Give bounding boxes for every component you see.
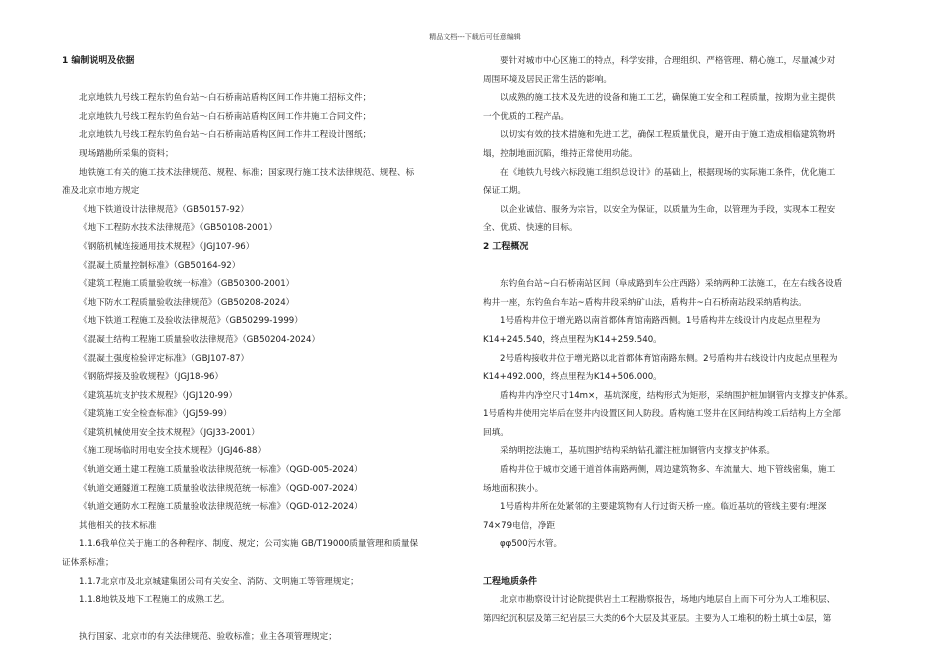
item-1-1-8: 1.1.8地铁及地下工程施工的成熟工艺。 bbox=[79, 595, 230, 606]
paragraph-line: 第四纪沉积层及第三纪岩层三大类的6个大层及其亚层。主要为人工堆积的粉土填土①层，第 bbox=[483, 613, 832, 624]
section-heading-1: 1 编制说明及依据 bbox=[62, 56, 135, 66]
left-column bbox=[62, 52, 424, 647]
item-1-1-7: 1.1.7北京市及北京城建集团公司有关安全、消防、文明施工等管理规定； bbox=[79, 576, 359, 587]
paragraph-line: 要针对城市中心区施工的特点，科学安排，合理组织、严格管理、精心施工，尽量减少对 bbox=[500, 56, 836, 66]
paragraph-line: 盾构井位于城市交通干道首体南路两侧，周边建筑物多、车流量大、地下管线密集，施工 bbox=[500, 465, 836, 476]
basis-item: 北京地铁九号线工程东钓鱼台站～白石桥南站盾构区间工作井施工合同文件； bbox=[79, 111, 372, 122]
paragraph-line: 在《地铁九号线六标段施工组织总设计》的基础上，根据现场的实际施工条件，优化施工 bbox=[500, 167, 836, 178]
spacer bbox=[62, 71, 424, 90]
spacer bbox=[62, 610, 424, 629]
standard-item: 《轨道交通隧道工程施工质量验收法律规范统一标准》（QGD-007-2024） bbox=[79, 483, 363, 494]
paragraph-line: 盾构井内净空尺寸14m×，基坑深度，结构形式为矩形，采纳围护桩加钢管内支撑支护体系。 bbox=[500, 390, 854, 401]
execute-line: 执行国家、北京市的有关法律规范、验收标准；业主各项管理规定； bbox=[79, 632, 337, 643]
paragraph-line: 以企业诚信、服务为宗旨，以安全为保证，以质量为生命，以管理为手段，实现本工程安 bbox=[500, 204, 836, 215]
paragraph-line: 74×79电信，净距 bbox=[483, 520, 556, 531]
paragraph-line: 以成熟的施工技术及先进的设备和施工工艺，确保施工安全和工程质量，按期为业主提供 bbox=[500, 93, 836, 104]
basis-item: 北京地铁九号线工程东钓鱼台站～白石桥南站盾构区间工作井工程设计图纸； bbox=[79, 130, 372, 141]
paragraph-line: 1号盾构井所在处紧邻的主要建筑物有人行过街天桥一座。临近基坑的管线主要有:埋深 bbox=[500, 502, 827, 513]
standard-item: 《建筑机械使用安全技术规程》（JGJ33-2001） bbox=[79, 427, 260, 438]
laws-line: 准及北京市地方规定 bbox=[62, 186, 140, 197]
standard-item: 《轨道交通防水工程施工质量验收法律规范统一标准》（QGD-012-2024） bbox=[79, 502, 363, 513]
right-column bbox=[483, 52, 878, 628]
paragraph-line: 全、优质、快速的目标。 bbox=[483, 223, 578, 234]
paragraph-line: K14+245.540，终点里程为K14+259.540。 bbox=[483, 334, 662, 345]
paragraph-line: 北京市勘察设计讨论院提供岩土工程勘察报告，场地内地层自上而下可分为人工堆积层、 bbox=[500, 595, 836, 606]
paragraph-line: 塌，控制地面沉陷，维持正常使用功能。 bbox=[483, 148, 638, 159]
standard-item: 《轨道交通土建工程施工质量验收法律规范统一标准》（QGD-005-2024） bbox=[79, 465, 363, 476]
standard-item: 《地下铁道设计法律规范》（GB50157-92） bbox=[79, 204, 249, 215]
basis-item: 北京地铁九号线工程东钓鱼台站～白石桥南站盾构区间工作井施工招标文件； bbox=[79, 93, 372, 104]
standard-item: 《混凝土质量控制标准》（GB50164-92） bbox=[79, 260, 241, 271]
spacer bbox=[483, 554, 878, 573]
paragraph-line: 1号盾构井使用完毕后在竖井内设置区间人防段。盾构施工竖井在区间结构竣工后结构上方全部 bbox=[483, 409, 841, 420]
other-standards: 其他相关的技术标准 bbox=[79, 520, 157, 531]
paragraph-line: 采纳明挖法施工，基坑围护结构采纳钻孔灌注桩加钢管内支撑支护体系。 bbox=[500, 446, 776, 457]
item-1-1-6-cont: 证体系标准； bbox=[62, 558, 114, 569]
subheading-geology: 工程地质条件 bbox=[483, 576, 538, 587]
standard-item: 《地下铁道工程施工及验收法律规范》（GB50299-1999） bbox=[79, 316, 303, 327]
spacer bbox=[483, 257, 878, 276]
laws-line: 地铁施工有关的施工技术法律规范、规程、标准；国家现行施工技术法律规范、规程、标 bbox=[79, 167, 415, 178]
paragraph-line: 构井一座，东钓鱼台车站~盾构井段采纳矿山法，盾构井~白石桥南站段采纳盾构法。 bbox=[483, 297, 807, 308]
paragraph-line: φφ500污水管。 bbox=[500, 539, 563, 550]
item-1-1-6: 1.1.6我单位关于施工的各种程序、制度、规定；公司实施 GB/T19000质量管理和质量保 bbox=[79, 539, 419, 550]
paragraph-line: 2号盾构接收井位于增光路以北首都体育馆南路东侧。2号盾构井右线设计内皮起点里程为 bbox=[500, 353, 838, 364]
paragraph-line: 保证工期。 bbox=[483, 186, 526, 197]
paragraph-line: 1号盾构井位于增光路以南首都体育馆南路西侧。1号盾构井左线设计内皮起点里程为 bbox=[500, 316, 821, 327]
paragraph-line: K14+492.000，终点里程为K14+506.000。 bbox=[483, 372, 662, 383]
standard-item: 《钢筋机械连接通用技术规程》（JGJ107-96） bbox=[79, 241, 255, 252]
paragraph-line: 场地面积狭小。 bbox=[483, 483, 544, 494]
standard-item: 《建筑工程施工质量验收统一标准》（GB50300-2001） bbox=[79, 279, 295, 290]
paragraph-line: 以切实有效的技术措施和先进工艺，确保工程质量优良，避开由于施工造成相临建筑物坍 bbox=[500, 130, 836, 141]
paragraph-line: 东钓鱼台站~白石桥南站区间（阜成路到车公庄西路）采纳两种工法施工，在左右线各设盾 bbox=[500, 279, 843, 290]
paragraph-line: 周围环境及居民正常生活的影响。 bbox=[483, 74, 612, 85]
standard-item: 《地下防水工程质量验收法律规范》（GB50208-2024） bbox=[79, 297, 295, 308]
standard-item: 《混凝土强度检验评定标准》（GBJ107-87） bbox=[79, 353, 250, 364]
standard-item: 《施工现场临时用电安全技术规程》（JGJ46-88） bbox=[79, 446, 267, 457]
standard-item: 《建筑基坑支护技术规程》（JGJ120-99） bbox=[79, 390, 238, 401]
section-heading-2: 2 工程概况 bbox=[483, 241, 529, 252]
paragraph-line: 回填。 bbox=[483, 427, 509, 438]
paragraph-line: 一个优质的工程产品。 bbox=[483, 111, 569, 122]
standard-item: 《建筑施工安全检查标准》（JGJ59-99） bbox=[79, 409, 232, 420]
standard-item: 《钢筋焊接及验收规程》（JGJ18-96） bbox=[79, 372, 224, 383]
basis-item: 现场踏勘所采集的资料； bbox=[79, 148, 174, 159]
standard-item: 《地下工程防水技术法律规范》（GB50108-2001） bbox=[79, 223, 278, 234]
page-header: 精品文档---下载后可任意编辑 bbox=[429, 33, 521, 41]
standard-item: 《混凝土结构工程施工质量验收法律规范》（GB50204-2024） bbox=[79, 334, 321, 345]
